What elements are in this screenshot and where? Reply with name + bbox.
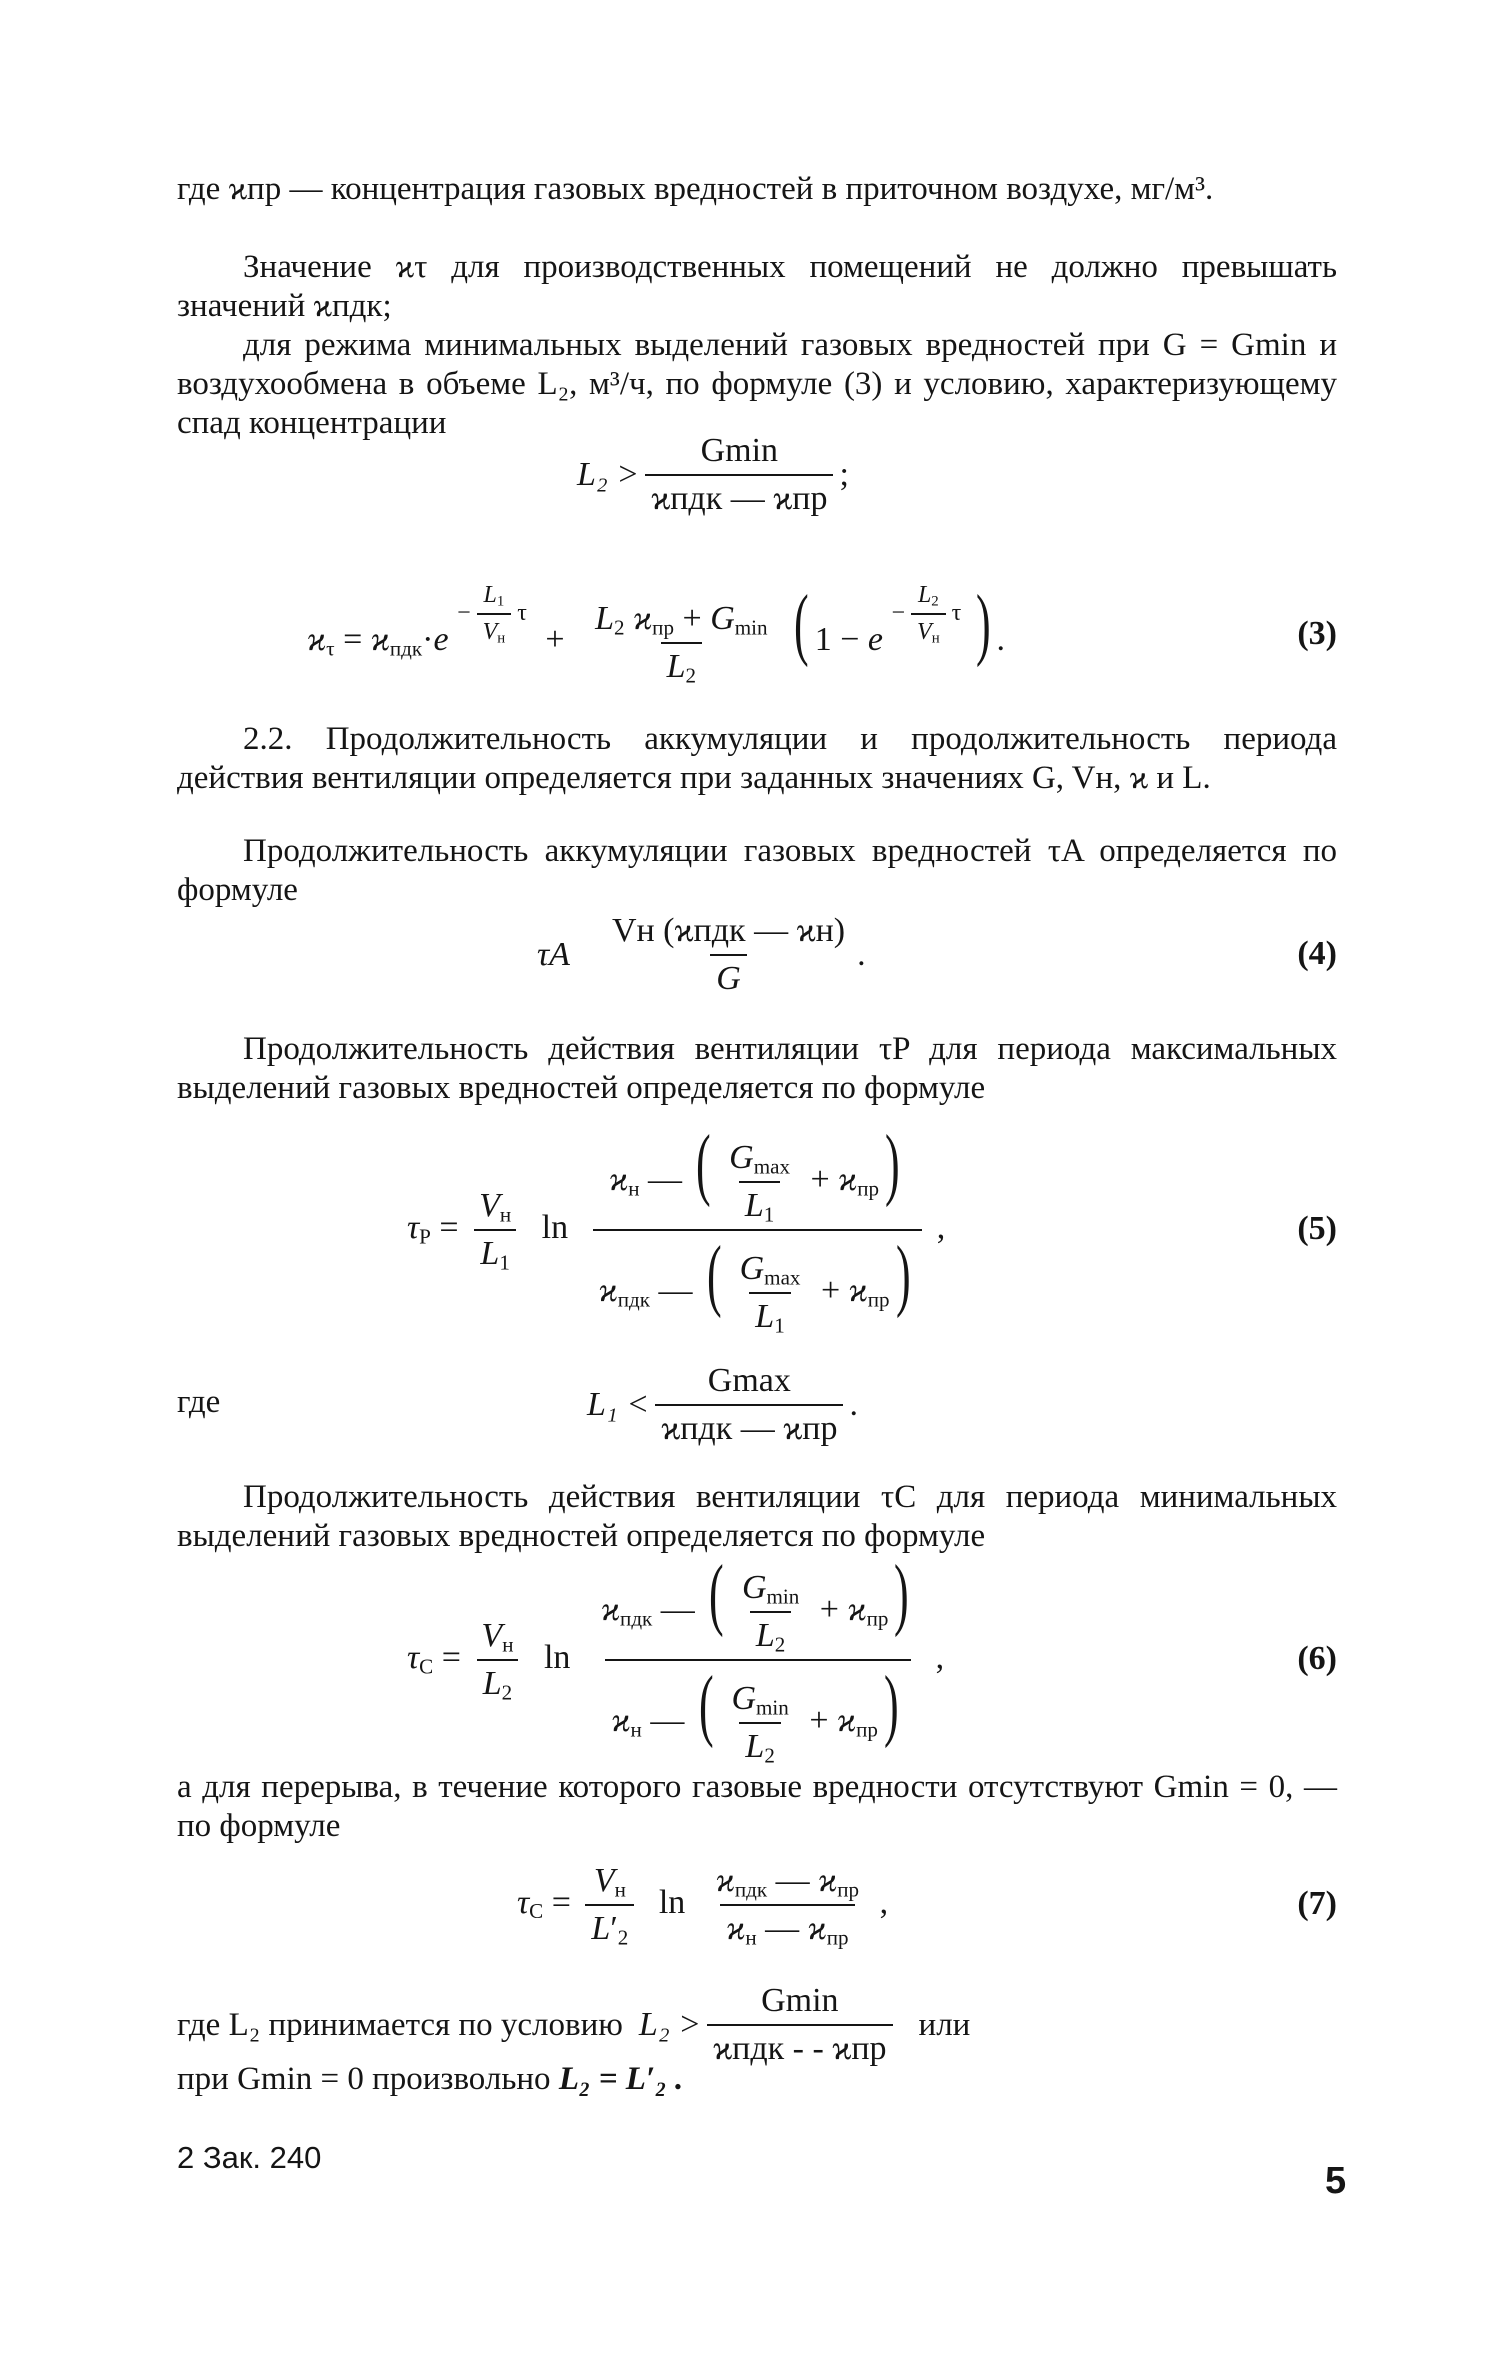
paragraph-max-vent: Продолжительность действия вентиляции τP для периода максимальных выделений газовых вредностей определяется по формуле bbox=[177, 1031, 1337, 1106]
equation-5-number: (5) bbox=[1297, 1210, 1337, 1247]
paragraph-min-mode: для режима минимальных выделений газовых вредностей при G = Gmin и воздухообмена в объеме L₂, м³/ч, по формуле (3) и условию, характеризующему спад концентрации bbox=[177, 327, 1337, 441]
equation-4-number: (4) bbox=[1297, 935, 1337, 972]
paragraph-l2-condition: где L₂ принимается по условию bbox=[177, 2006, 623, 2043]
condition-l2b-den: ϰпдк - - ϰпр bbox=[707, 2024, 892, 2068]
page-number: 5 bbox=[1325, 2160, 1347, 2202]
condition-l2b-fraction bbox=[707, 1982, 892, 2068]
equation-4-tail: . bbox=[857, 936, 866, 973]
equation-5-body: $\tau_P$ = $\frac{V_н}{L_1}$ ln $ϰ_н$ — ( $\frac{G_{max}}{L_1}$ + $ϰ_{пр}$) $ϰ_{пдк}$ — ( $\frac{G_{max}}{L_1}$ + $ϰ_{пр}$) , bbox=[407, 1119, 946, 1338]
equation-3-body: $ϰ_\tau = ϰ_{пдк}\cdot e$ − $\frac{L_1}{V_н}$ τ + $\frac{L_2 ϰ_{пр} + G_{min}}{L_2}$ ( 1 − e − $\frac{L_2}{V_н}$ τ ) . bbox=[307, 580, 1005, 687]
condition-l2-den: ϰпдк — ϰпр bbox=[645, 474, 833, 518]
final-equation: L₂ = L′₂ . bbox=[558, 2061, 684, 2097]
condition-l1-fraction bbox=[655, 1362, 843, 1448]
paragraph-accumulation: Продолжительность аккумуляции газовых вредностей τA определяется по формуле bbox=[177, 833, 1337, 908]
condition-l1-num: Gmax bbox=[707, 1362, 791, 1399]
condition-l1-lhs: L₁ < bbox=[587, 1386, 650, 1423]
condition-l1-tail: . bbox=[849, 1386, 858, 1423]
condition-l2 bbox=[177, 420, 1337, 530]
equation-6 bbox=[177, 1549, 1337, 1768]
paragraph-2-2: 2.2. Продолжительность аккумуляции и продолжительность периода действия вентиляции определяется при заданных значениях G, Vн, ϰ и L. bbox=[177, 721, 1337, 796]
equation-4-den: G bbox=[710, 954, 747, 998]
equation-4 bbox=[177, 900, 1337, 1010]
equation-4-fraction bbox=[606, 912, 851, 998]
equation-6-number: (6) bbox=[1297, 1640, 1337, 1677]
equation-3 bbox=[177, 570, 1337, 700]
paragraph-arbitrary bbox=[177, 2060, 1337, 2099]
paragraph-kpr-definition: где ϰпр — концентрация газовых вредностей в приточном воздухе, мг/м³. bbox=[177, 171, 1214, 207]
where-label: где bbox=[177, 1384, 221, 1420]
equation-3-number: (3) bbox=[1297, 615, 1337, 652]
paragraph-kt-limit: Значение ϰτ для производственных помещений не должно превышать значений ϰпдк; bbox=[177, 249, 1337, 324]
arbitrary-text: при Gmin = 0 произвольно bbox=[177, 2061, 551, 2097]
order-number: 2 Зак. 240 bbox=[177, 2140, 322, 2175]
paragraph-min-vent: Продолжительность действия вентиляции τC для периода минимальных выделений газовых вредностей определяется по формуле bbox=[177, 1479, 1337, 1554]
equation-7 bbox=[177, 1840, 1337, 1970]
condition-l1 bbox=[177, 1350, 1337, 1460]
condition-l2b-num: Gmin bbox=[761, 1982, 839, 2019]
condition-l2-lhs: L₂ > bbox=[577, 456, 640, 493]
or-label: или bbox=[918, 2006, 971, 2043]
equation-7-body: $\tau_C$ = $\frac{V_н}{L'_2}$ ln $\frac{ϰ_{пдк} — ϰ_{пр}}{ϰ_н — ϰ_{пр}}$ , bbox=[517, 1862, 889, 1950]
equation-7-number: (7) bbox=[1297, 1885, 1337, 1922]
equation-4-lhs: τA bbox=[537, 936, 570, 973]
condition-l2-num: Gmin bbox=[700, 432, 779, 469]
condition-l2-tail: ; bbox=[839, 456, 849, 493]
condition-l2-fraction bbox=[645, 432, 833, 518]
equation-6-body: $\tau_C$ = $\frac{V_н}{L_2}$ ln $ϰ_{пдк}$ — ( $\frac{G_{min}}{L_2}$ + $ϰ_{пр}$) $ϰ_н$ — ( $\frac{G_{min}}{L_2}$ + $ϰ_{пр}$) , bbox=[407, 1549, 945, 1768]
equation-4-num: Vн (ϰпдк — ϰн) bbox=[611, 912, 846, 949]
equation-5 bbox=[177, 1119, 1337, 1338]
condition-l1-den: ϰпдк — ϰпр bbox=[655, 1404, 843, 1448]
condition-l2b-lhs: L₂ > bbox=[638, 2006, 702, 2043]
paragraph-break: а для перерыва, в течение которого газовые вредности отсутствуют Gmin = 0, — по формуле bbox=[177, 1769, 1337, 1844]
